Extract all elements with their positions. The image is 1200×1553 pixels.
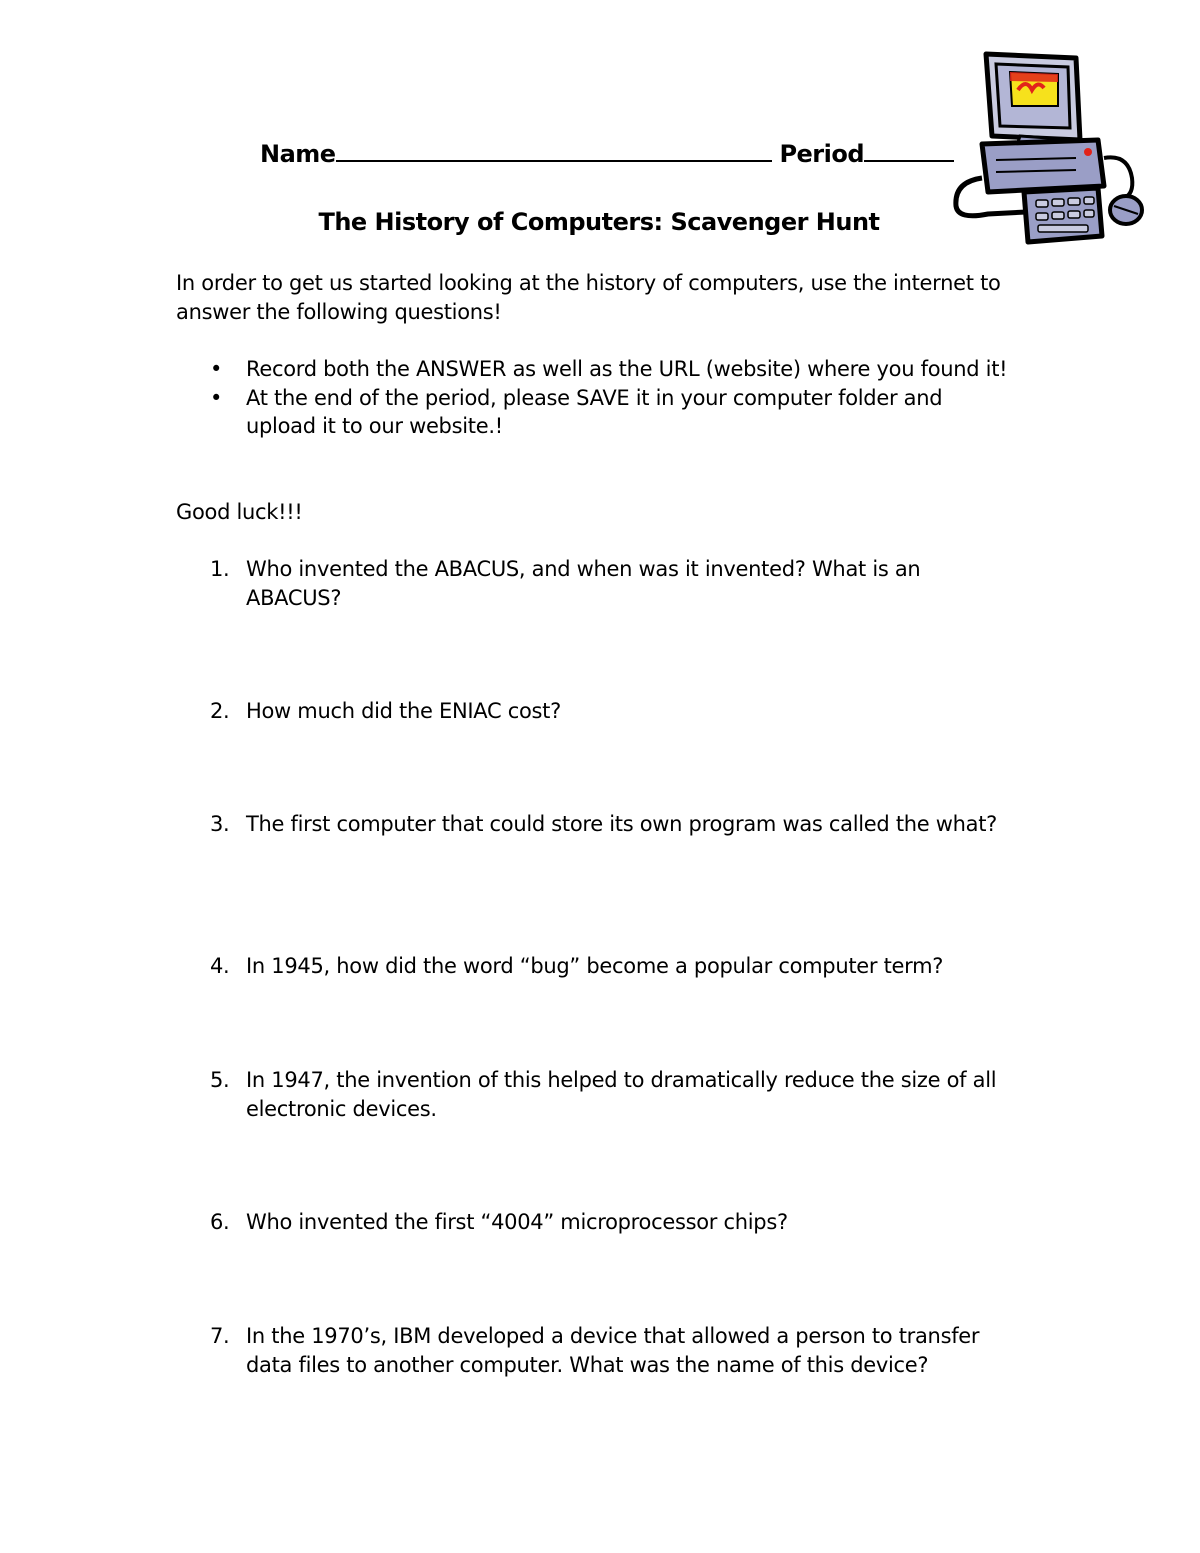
question-1	[176, 555, 1016, 613]
question-4	[176, 952, 1016, 981]
good-luck-text: Good luck!!!	[176, 500, 303, 524]
list-item	[176, 355, 1016, 384]
page-title: The History of Computers: Scavenger Hunt	[318, 208, 880, 236]
bullet-icon: •	[210, 385, 223, 410]
question-number: 7.	[210, 1324, 230, 1348]
name-blank[interactable]	[336, 159, 772, 162]
question-text: In 1945, how did the word “bug” become a popular computer term?	[246, 954, 944, 978]
name-label: Name	[260, 140, 336, 168]
question-text: Who invented the ABACUS, and when was it invented? What is an ABACUS?	[246, 557, 921, 610]
question-text: Who invented the first “4004” microprocessor chips?	[246, 1210, 788, 1234]
question-3	[176, 810, 1016, 839]
question-number: 2.	[210, 699, 230, 723]
question-2	[176, 697, 1016, 726]
question-7	[176, 1322, 1016, 1380]
list-item	[176, 384, 1016, 441]
intro-paragraph: In order to get us started looking at the history of computers, use the internet to answer the following questions!	[176, 271, 1001, 324]
question-number: 1.	[210, 557, 230, 581]
bullet-text: At the end of the period, please SAVE it in your computer folder and upload it to our website.!	[246, 385, 943, 438]
question-number: 5.	[210, 1068, 230, 1092]
question-number: 6.	[210, 1210, 230, 1234]
question-text: In the 1970’s, IBM developed a device that allowed a person to transfer data files to another computer. What was the name of this device?	[246, 1324, 980, 1377]
question-number: 4.	[210, 954, 230, 978]
question-5	[176, 1066, 1016, 1124]
bullet-icon: •	[210, 357, 223, 381]
period-label: Period	[779, 140, 865, 168]
name-period-line	[260, 140, 954, 168]
instruction-list	[176, 355, 1016, 441]
question-text: How much did the ENIAC cost?	[246, 699, 561, 723]
question-number: 3.	[210, 812, 230, 836]
question-text: The first computer that could store its own program was called the what?	[246, 812, 998, 836]
period-blank[interactable]	[864, 159, 954, 162]
question-6	[176, 1208, 1016, 1237]
question-text: In 1947, the invention of this helped to dramatically reduce the size of all electronic devices.	[246, 1068, 997, 1121]
bullet-text: Record both the ANSWER as well as the URL (website) where you found it!	[246, 357, 1008, 381]
